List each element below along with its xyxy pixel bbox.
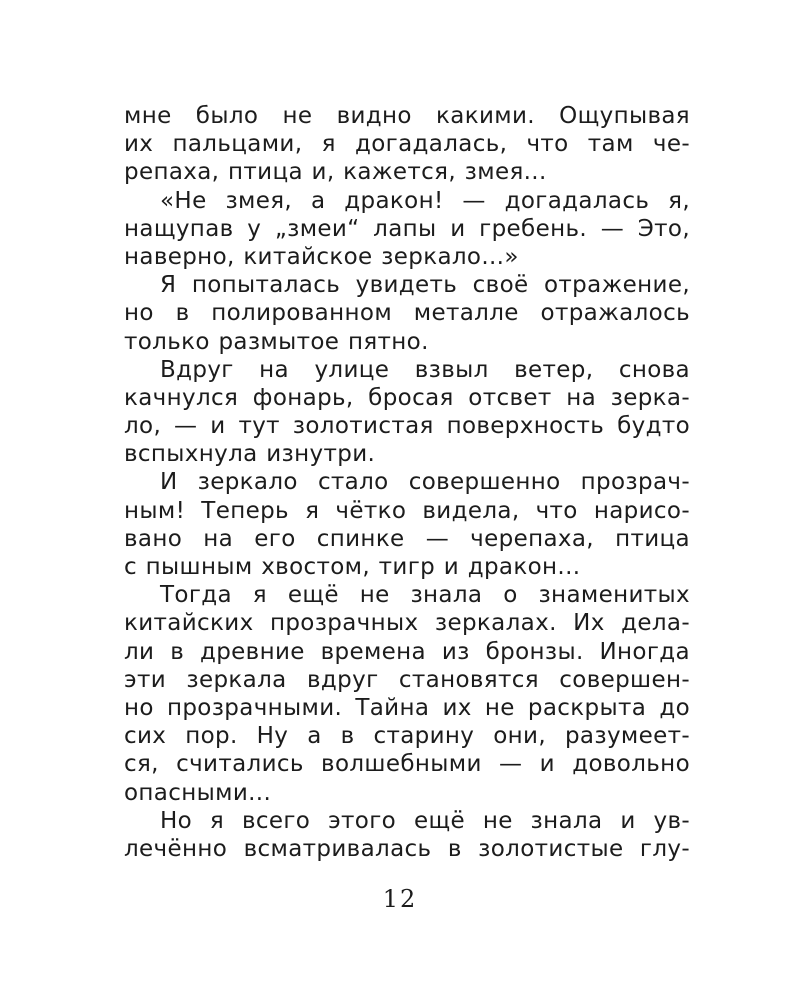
text-line: лечённо всматривалась в золотистые глу-	[124, 835, 690, 862]
text-line: ли в древние времена из бронзы. Иногда	[124, 638, 690, 665]
text-line: Вдруг на улице взвыл ветер, снова	[160, 356, 690, 383]
text-line: вспыхнула изнутри.	[124, 441, 376, 468]
text-line: мне было не видно какими. Ощупывая	[124, 103, 690, 129]
text-line: сих пор. Ну а в старину они, разумеет-	[124, 723, 690, 750]
text-line: китайских прозрачных зеркалах. Их дела-	[124, 610, 690, 637]
text-line: их пальцами, я догадалась, что там че-	[124, 131, 690, 158]
text-line: но прозрачными. Тайна их не раскрыта до	[124, 694, 690, 721]
text-line: Но я всего этого ещё не знала и ув-	[160, 807, 690, 834]
text-line: «Не змея, а дракон! — догадалась я,	[160, 187, 690, 214]
text-line: но в полированном металле отражалось	[124, 300, 690, 327]
text-line: качнулся фонарь, бросая отсвет на зерка-	[124, 384, 690, 411]
text-line: Я попыталась увидеть своё отражение,	[160, 272, 690, 299]
text-line: вано на его спинке — черепаха, птица	[124, 525, 690, 552]
text-line: репаха, птица и, кажется, змея...	[124, 159, 547, 186]
text-line: Тогда я ещё не знала о знаменитых	[160, 582, 690, 609]
text-line: опасными...	[124, 779, 272, 806]
page-number: 12	[382, 885, 418, 913]
text-line: ло, — и тут золотистая поверхность будто	[124, 413, 690, 440]
text-line: с пышным хвостом, тигр и дракон...	[124, 554, 581, 580]
body-text	[124, 102, 690, 863]
text-line: наверно, китайское зеркало...»	[124, 243, 519, 270]
text-line: И зеркало стало совершенно прозрач-	[160, 469, 690, 496]
text-line: эти зеркала вдруг становятся совершен-	[124, 666, 690, 693]
text-line: нащупав у „змеи“ лапы и гребень. — Это,	[124, 215, 690, 242]
text-line: только размытое пятно.	[124, 328, 429, 355]
text-line: ся, считались волшебными — и довольно	[124, 751, 690, 778]
text-line: ным! Теперь я чётко видела, что нарисо-	[124, 497, 690, 524]
